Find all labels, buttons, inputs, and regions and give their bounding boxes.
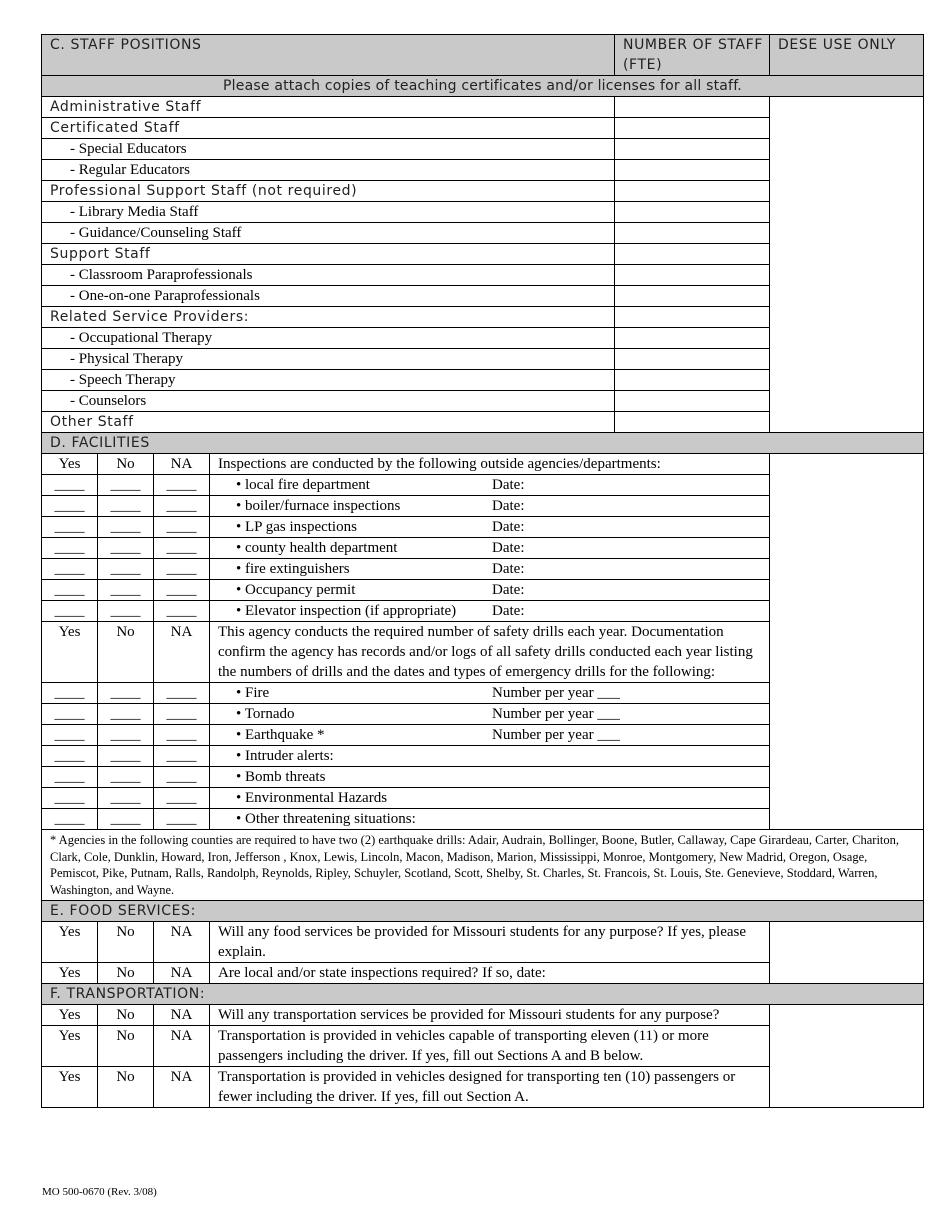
inspection-date-label: Date: [492,498,525,514]
fte-input-cell[interactable] [615,349,770,370]
fte-input-cell[interactable] [615,118,770,139]
no-blank[interactable]: ____ [98,704,154,725]
no-label: No [98,1067,154,1108]
na-blank[interactable]: ____ [154,475,210,496]
na-blank[interactable]: ____ [154,580,210,601]
drill-label: • Other threatening situations: [236,811,416,827]
inspection-item [210,475,770,496]
dese-use-cell [770,97,924,433]
no-blank[interactable]: ____ [98,725,154,746]
inspection-date-label: Date: [492,519,525,535]
na-label: NA [154,963,210,984]
yes-blank[interactable]: ____ [42,559,98,580]
number-per-year-field[interactable]: Number per year ___ [492,706,620,722]
fte-input-cell[interactable] [615,223,770,244]
food-question: Will any food services be provided for Missouri students for any purpose? If yes, please explain. [210,922,770,963]
staff-note-row [42,76,924,97]
transport-question: Will any transportation services be provided for Missouri students for any purpose? [210,1005,770,1026]
drill-item [210,788,770,809]
fte-input-cell[interactable] [615,139,770,160]
yes-blank[interactable]: ____ [42,580,98,601]
yes-blank[interactable]: ____ [42,601,98,622]
yes-blank[interactable]: ____ [42,746,98,767]
no-blank[interactable]: ____ [98,496,154,517]
na-label: NA [154,1005,210,1026]
fte-input-cell[interactable] [615,370,770,391]
yes-label: Yes [42,1067,98,1108]
staff-position-label: - Special Educators [42,139,615,160]
na-blank[interactable]: ____ [154,767,210,788]
fte-input-cell[interactable] [615,286,770,307]
staff-section-title: C. STAFF POSITIONS [42,35,615,76]
na-blank[interactable]: ____ [154,517,210,538]
inspection-item [210,580,770,601]
na-label: NA [154,922,210,963]
no-blank[interactable]: ____ [98,538,154,559]
na-blank[interactable]: ____ [154,683,210,704]
drill-label: • Earthquake * [236,727,325,743]
yes-blank[interactable]: ____ [42,538,98,559]
staff-row [42,97,924,118]
drill-item [210,767,770,788]
yes-blank[interactable]: ____ [42,725,98,746]
dese-use-cell [770,454,924,830]
inspection-label: • LP gas inspections [236,519,357,535]
no-label: No [98,454,154,475]
fte-input-cell[interactable] [615,412,770,433]
staff-position-label: - One-on-one Paraprofessionals [42,286,615,307]
food-question: Are local and/or state inspections required? If so, date: [210,963,770,984]
na-blank[interactable]: ____ [154,725,210,746]
transport-question: Transportation is provided in vehicles designed for transporting ten (10) passengers or fewer including the driver. If yes, fill out Section A. [210,1067,770,1108]
dese-column-header: DESE USE ONLY [770,35,924,76]
no-blank[interactable]: ____ [98,683,154,704]
staff-position-label: - Occupational Therapy [42,328,615,349]
na-label: NA [154,1067,210,1108]
na-label: NA [154,622,210,683]
fte-input-cell[interactable] [615,265,770,286]
yes-blank[interactable]: ____ [42,788,98,809]
staff-position-label: Support Staff [42,244,615,265]
yes-blank[interactable]: ____ [42,475,98,496]
no-blank[interactable]: ____ [98,580,154,601]
food-question-row [42,922,924,963]
no-blank[interactable]: ____ [98,559,154,580]
inspections-intro-row [42,454,924,475]
drill-item [210,746,770,767]
na-blank[interactable]: ____ [154,704,210,725]
earthquake-footnote: * Agencies in the following counties are required to have two (2) earthquake drills: Adair, Audrain, Bollinger, Boone, Butler, Callaway, Cape Girardeau, Carter, Chariton, Clark, Cole, Dunklin, Howard, Iron, Jefferson , Knox, Lewis, Lincoln, Macon, Madison, Marion, Mississippi, Monroe, Montgomery, New Madrid, Oregon, Osage, Pemiscot, Pike, Putnam, Ralls, Randolph, Reynolds, Ripley, Schuyler, Scotland, Scott, Shelby, St. Charles, St. Francois, St. Louis, Ste. Genevieve, Stoddard, Warren, Washington, and Wayne. [42,830,924,901]
na-blank[interactable]: ____ [154,559,210,580]
na-label: NA [154,454,210,475]
no-blank[interactable]: ____ [98,517,154,538]
drills-intro: This agency conducts the required number of safety drills each year. Documentation confirm the agency has records and/or logs of all safety drills conducted each year listing the numbers of drills and the dates and types of emergency drills for the following: [210,622,770,683]
yes-blank[interactable]: ____ [42,496,98,517]
na-blank[interactable]: ____ [154,601,210,622]
fte-column-header: NUMBER OF STAFF (FTE) [615,35,770,76]
inspection-date-label: Date: [492,582,525,598]
yes-label: Yes [42,922,98,963]
no-blank[interactable]: ____ [98,746,154,767]
no-blank[interactable]: ____ [98,788,154,809]
transport-question-row [42,1005,924,1026]
staff-position-label: - Library Media Staff [42,202,615,223]
drill-label: • Fire [236,685,270,701]
fte-input-cell[interactable] [615,160,770,181]
no-blank[interactable]: ____ [98,809,154,830]
no-label: No [98,1005,154,1026]
fte-input-cell[interactable] [615,97,770,118]
drill-item [210,704,770,725]
yes-blank[interactable]: ____ [42,809,98,830]
staff-section-header [42,35,924,76]
na-blank[interactable]: ____ [154,746,210,767]
number-per-year-field[interactable]: Number per year ___ [492,727,620,743]
staff-position-label: - Guidance/Counseling Staff [42,223,615,244]
inspection-item [210,559,770,580]
drill-item [210,683,770,704]
yes-blank[interactable]: ____ [42,683,98,704]
no-label: No [98,922,154,963]
transport-section-header [42,984,924,1005]
transport-question: Transportation is provided in vehicles capable of transporting eleven (11) or more passengers including the driver. If yes, fill out Sections A and B below. [210,1026,770,1067]
staff-position-label: Related Service Providers: [42,307,615,328]
fte-input-cell[interactable] [615,181,770,202]
yes-label: Yes [42,1005,98,1026]
no-blank[interactable]: ____ [98,601,154,622]
staff-position-label: Professional Support Staff (not required) [42,181,615,202]
inspection-date-label: Date: [492,540,525,556]
inspection-label: • Elevator inspection (if appropriate) [236,603,457,619]
form-page [41,34,923,1108]
food-section-title: E. FOOD SERVICES: [42,901,924,922]
earthquake-footnote-row [42,830,924,901]
no-blank[interactable]: ____ [98,767,154,788]
fte-input-cell[interactable] [615,391,770,412]
inspection-date-label: Date: [492,603,525,619]
inspection-date-label: Date: [492,561,525,577]
na-label: NA [154,1026,210,1067]
staff-position-label: - Classroom Paraprofessionals [42,265,615,286]
staff-position-label: - Speech Therapy [42,370,615,391]
no-label: No [98,622,154,683]
inspection-date-label: Date: [492,477,525,493]
staff-position-label: - Counselors [42,391,615,412]
form-number: MO 500-0670 (Rev. 3/08) [42,1186,157,1198]
na-blank[interactable]: ____ [154,809,210,830]
fte-input-cell[interactable] [615,202,770,223]
fte-input-cell[interactable] [615,307,770,328]
facilities-section-header [42,433,924,454]
drill-item [210,725,770,746]
inspections-intro: Inspections are conducted by the following outside agencies/departments: [210,454,770,475]
facilities-section-title: D. FACILITIES [42,433,924,454]
fte-input-cell[interactable] [615,244,770,265]
dese-use-cell [770,922,924,984]
inspection-label: • local fire department [236,477,370,493]
transport-section-title: F. TRANSPORTATION: [42,984,924,1005]
drill-item [210,809,770,830]
yes-label: Yes [42,963,98,984]
staff-position-label: - Regular Educators [42,160,615,181]
dese-use-cell [770,1005,924,1108]
yes-blank[interactable]: ____ [42,517,98,538]
drill-label: • Tornado [236,706,295,722]
na-blank[interactable]: ____ [154,538,210,559]
inspection-label: • Occupancy permit [236,582,356,598]
inspection-item [210,517,770,538]
inspection-label: • boiler/furnace inspections [236,498,401,514]
staff-position-label: Certificated Staff [42,118,615,139]
food-section-header [42,901,924,922]
inspection-label: • fire extinguishers [236,561,350,577]
staff-position-label: Other Staff [42,412,615,433]
inspection-item [210,601,770,622]
yes-label: Yes [42,1026,98,1067]
na-blank[interactable]: ____ [154,788,210,809]
yes-label: Yes [42,622,98,683]
drill-label: • Bomb threats [236,769,326,785]
staff-position-label: Administrative Staff [42,97,615,118]
yes-blank[interactable]: ____ [42,767,98,788]
inspection-item [210,538,770,559]
na-blank[interactable]: ____ [154,496,210,517]
staff-certificates-note: Please attach copies of teaching certificates and/or licenses for all staff. [42,76,924,97]
form-table [41,34,924,1108]
no-label: No [98,1026,154,1067]
drill-label: • Intruder alerts: [236,748,334,764]
drill-label: • Environmental Hazards [236,790,388,806]
fte-input-cell[interactable] [615,328,770,349]
yes-blank[interactable]: ____ [42,704,98,725]
staff-position-label: - Physical Therapy [42,349,615,370]
yes-label: Yes [42,454,98,475]
number-per-year-field[interactable]: Number per year ___ [492,685,620,701]
inspection-item [210,496,770,517]
no-blank[interactable]: ____ [98,475,154,496]
no-label: No [98,963,154,984]
inspection-label: • county health department [236,540,398,556]
